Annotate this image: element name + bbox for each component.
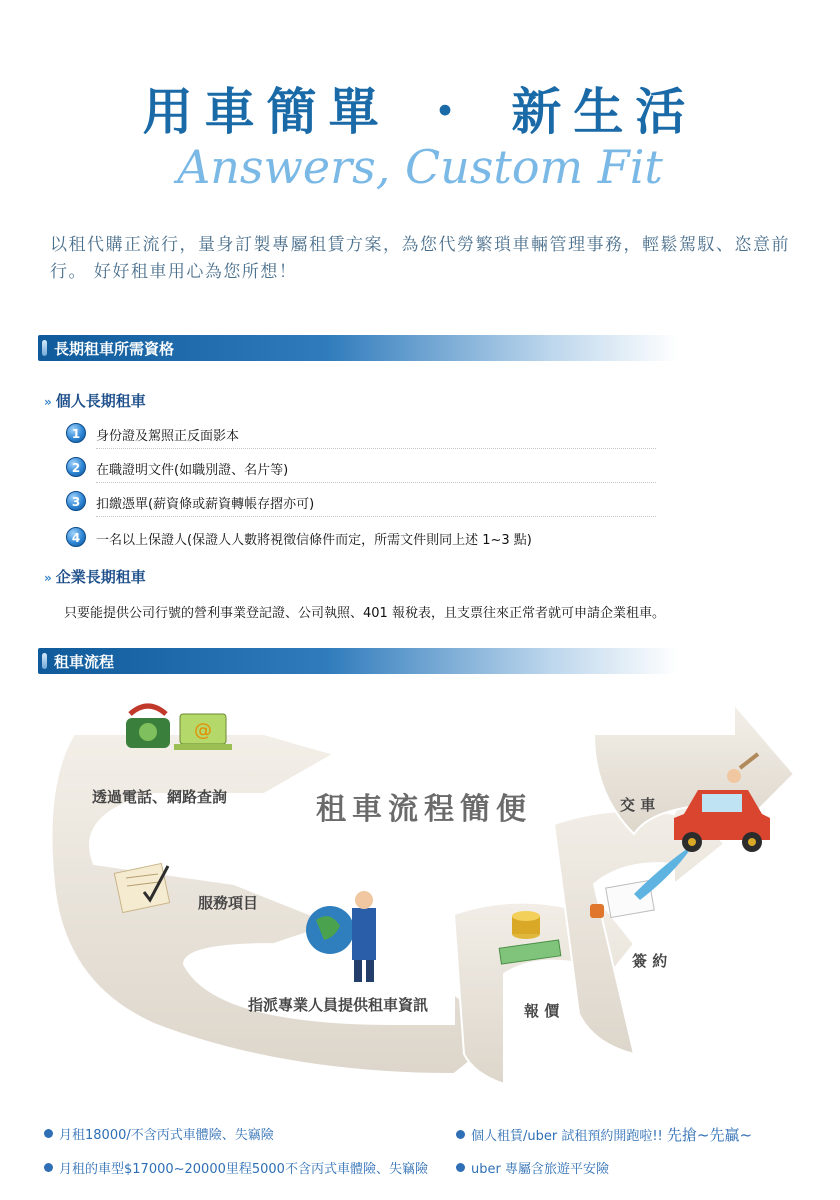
intro-text: 以租代購正流行，量身訂製專屬租賃方案，為您代勞繁瑣車輛管理事務，輕鬆駕馭、恣意前行。 好好租車用心為您所想！: [50, 235, 790, 282]
step-delivery-label: 交 車: [620, 796, 656, 814]
requirement-label: 一名以上保證人(保證人人數將視徵信條件而定，所需文件則同上述 1~3 點): [96, 533, 532, 548]
step-sign-label: 簽 約: [632, 952, 668, 970]
requirement-item: [66, 491, 656, 513]
requirements-section-bar: [38, 335, 678, 361]
corporate-text: 只要能提供公司行號的營利事業登記證、公司執照、401 報稅表，且支票往來正常者就可申請企業租車。: [64, 606, 665, 621]
process-flow-diagram: [34, 694, 814, 1106]
footer-note: uber 專屬含旅遊平安險: [456, 1158, 609, 1177]
requirement-label: 扣繳憑單(薪資條或薪資轉帳存摺亦可): [96, 497, 315, 512]
dotted-divider: [96, 482, 656, 483]
businessman-icon: [306, 891, 376, 982]
footer-note: 個人租賃/uber 試租預約開跑啦!! 先搶~先贏~: [456, 1124, 752, 1145]
requirements-section-title: 長期租車所需資格: [54, 340, 175, 358]
bullet-dot-icon: [44, 1129, 53, 1138]
bar-marker-icon: [42, 653, 47, 669]
requirement-label: 身份證及駕照正反面影本: [96, 429, 240, 444]
footer-note: 月租18000/不含丙式車體險、失竊險: [44, 1124, 274, 1143]
svg-text:@: @: [194, 720, 212, 741]
bullet-dot-icon: [44, 1163, 53, 1172]
requirement-item: [66, 423, 656, 445]
bar-marker-icon: [42, 340, 47, 356]
hero-title: 用車簡單 ・ 新生活: [142, 82, 698, 141]
bullet-dot-icon: [456, 1163, 465, 1172]
requirement-label: 在職證明文件(如職別證、名片等): [96, 463, 289, 478]
process-section-title: 租車流程: [54, 653, 115, 671]
step-quote-label: 報 價: [524, 1002, 560, 1020]
requirement-item: [66, 527, 656, 549]
step-inquiry-label: 透過電話、網路查詢: [92, 788, 228, 806]
phone-icon: [126, 706, 170, 748]
number-badge-icon: 1: [66, 423, 86, 443]
personal-heading: » 個人長期租車: [44, 392, 146, 410]
number-badge-icon: 3: [66, 491, 86, 511]
laptop-icon: [174, 714, 232, 750]
footer-note: 月租的車型$17000~20000里程5000不含丙式車體險、失竊險: [44, 1158, 428, 1177]
process-section-bar: [38, 648, 678, 674]
hero-subtitle: Answers, Custom Fit: [177, 140, 663, 194]
double-chevron-icon: »: [44, 395, 52, 409]
number-badge-icon: 4: [66, 527, 86, 547]
step-assign-label: 指派專業人員提供租車資訊: [248, 996, 429, 1014]
double-chevron-icon: »: [44, 571, 52, 585]
bullet-dot-icon: [456, 1130, 465, 1139]
step-service-label: 服務項目: [198, 894, 259, 912]
process-banner-title: 租車流程簡便: [316, 792, 532, 827]
dotted-divider: [96, 516, 656, 517]
requirement-item: [66, 457, 656, 479]
corporate-heading: » 企業長期租車: [44, 568, 146, 586]
dotted-divider: [96, 448, 656, 449]
number-badge-icon: 2: [66, 457, 86, 477]
